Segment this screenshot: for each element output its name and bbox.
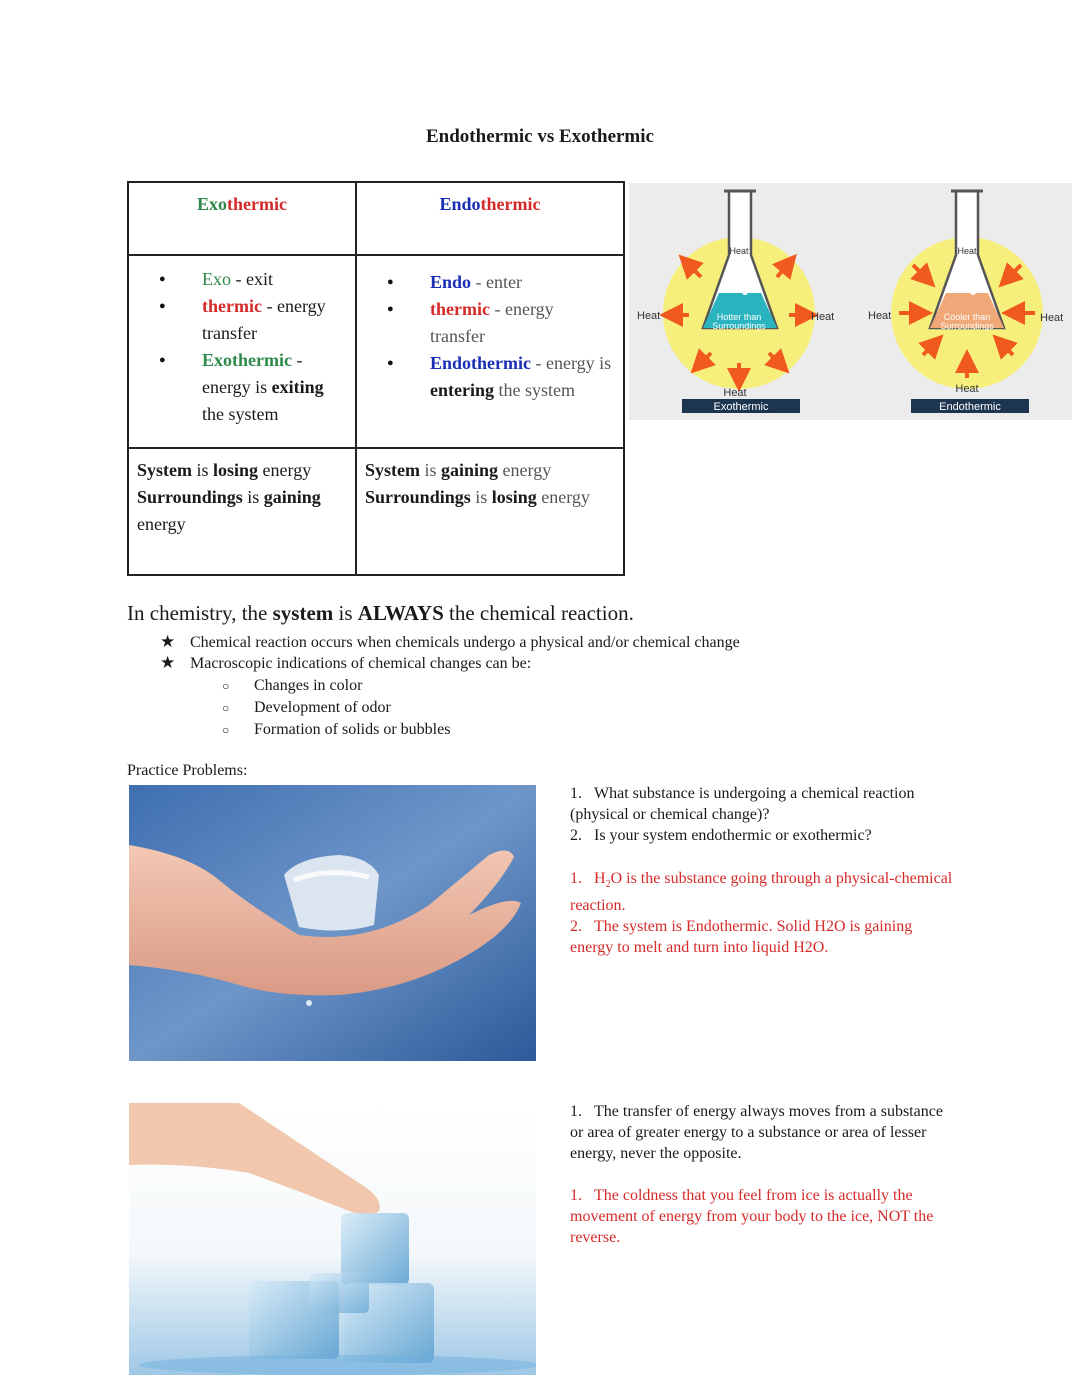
list-item: ● Exo - exit (202, 266, 344, 293)
svg-text:Surroundings: Surroundings (712, 321, 766, 331)
exo-definitions (128, 255, 356, 448)
note-1: 1. The transfer of energy always moves from a substance or area of greater energy to a substance or area of lesser energy, never the opposite. (570, 1103, 943, 1162)
svg-text:Heat: Heat (1040, 312, 1064, 324)
endo-definitions (356, 255, 624, 448)
indications-list (222, 675, 450, 741)
list-item: ● thermic - energy transfer (202, 293, 344, 347)
svg-text:Heat: Heat (723, 387, 747, 399)
exo-summary: System is losing energy Surroundings is gaining energy (128, 448, 356, 575)
svg-text:Surroundings: Surroundings (940, 321, 994, 331)
answers-block (538, 868, 958, 958)
exo-endo-diagram (629, 183, 1072, 420)
svg-text:Heat: Heat (729, 246, 749, 256)
question-1: 1. What substance is undergoing a chemical reaction (physical or chemical change)? (570, 785, 915, 823)
list-item: ● Exothermic - energy is exiting the system (202, 347, 344, 428)
page-title: Endothermic vs Exothermic (426, 126, 654, 147)
svg-text:Heat: Heat (868, 310, 892, 322)
answer-1: 1. $H_2O$ is the substance going through a physical-chemical reaction. (570, 870, 953, 915)
question-2: 2. Is your system endothermic or exothermic? (570, 827, 872, 844)
list-item: ● Endo - enter (430, 269, 612, 296)
list-item: ○ Development of odor (222, 697, 450, 719)
list-item: ○ Changes in color (222, 675, 450, 697)
svg-text:Heat: Heat (957, 246, 977, 256)
exothermic-flask (637, 191, 834, 413)
svg-text:Hotter than: Hotter than (716, 312, 762, 322)
svg-text:Heat: Heat (811, 311, 835, 323)
endo-summary: System is gaining energy Surroundings is losing energy (356, 448, 624, 575)
list-item: ● thermic - energy transfer (430, 296, 612, 350)
svg-text:Heat: Heat (955, 383, 979, 395)
comparison-table (127, 181, 625, 576)
ice-in-hand-photo (129, 785, 536, 1061)
star-list (160, 632, 740, 674)
svg-text:Endothermic: Endothermic (939, 401, 1001, 413)
endo-header: Endothermic (356, 182, 624, 255)
list-item: ● Endothermic - energy is entering the system (430, 350, 612, 404)
list-item: ○ Formation of solids or bubbles (222, 719, 450, 741)
svg-text:Cooler than: Cooler than (943, 312, 991, 322)
list-item: ★ Macroscopic indications of chemical changes can be: (160, 653, 740, 674)
list-item: ★ Chemical reaction occurs when chemicals undergo a physical and/or chemical change (160, 632, 740, 653)
intro-sentence: In chemistry, the system is ALWAYS the chemical reaction. (127, 601, 634, 625)
questions-block (538, 783, 958, 846)
note-2: 1. The coldness that you feel from ice is actually the movement of energy from your body to the ice, NOT the reverse. (570, 1187, 934, 1246)
svg-text:Exothermic: Exothermic (713, 401, 769, 413)
exo-header: Exothermic (128, 182, 356, 255)
practice-problems-label: Practice Problems: (127, 762, 248, 779)
endothermic-flask (868, 191, 1063, 413)
ice-cubes-finger-photo (129, 1103, 536, 1375)
svg-text:Heat: Heat (637, 310, 661, 322)
answer-2: 2. The system is Endothermic. Solid H2O is gaining energy to melt and turn into liquid H2O. (570, 918, 913, 957)
